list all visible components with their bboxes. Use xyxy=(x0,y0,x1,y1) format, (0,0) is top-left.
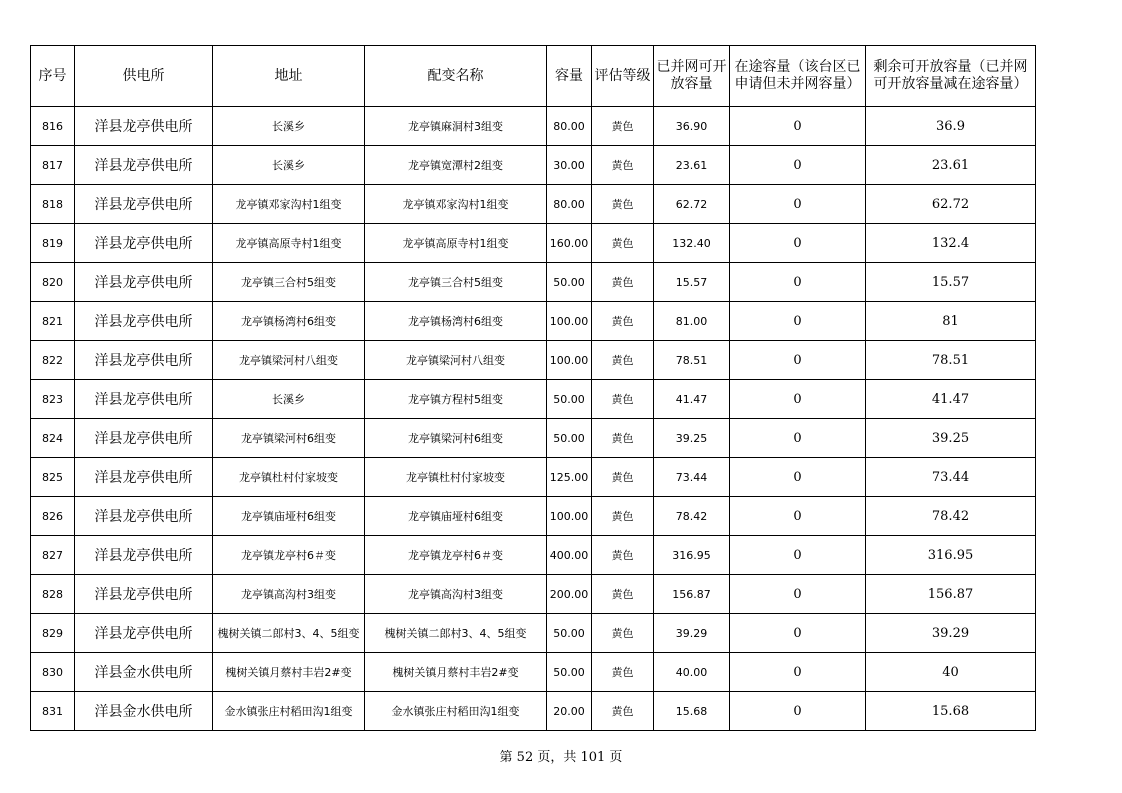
table-row xyxy=(31,380,1036,419)
header-capacity: 容量 xyxy=(547,46,592,107)
cell-station: 洋县龙亭供电所 xyxy=(75,185,213,224)
cell-pending-capacity: 0 xyxy=(730,224,866,263)
table-row xyxy=(31,614,1036,653)
cell-capacity: 50.00 xyxy=(547,263,592,302)
cell-capacity: 125.00 xyxy=(547,458,592,497)
cell-address: 龙亭镇龙亭村6＃变 xyxy=(213,536,365,575)
cell-grade: 黄色 xyxy=(592,263,654,302)
page-footer: 第 52 页，共 101 页 xyxy=(499,750,623,765)
cell-station: 洋县龙亭供电所 xyxy=(75,341,213,380)
cell-transformer: 龙亭镇麻洞村3组变 xyxy=(365,107,547,146)
table-row xyxy=(31,185,1036,224)
cell-open-capacity: 316.95 xyxy=(654,536,730,575)
cell-transformer: 龙亭镇方程村5组变 xyxy=(365,380,547,419)
cell-grade: 黄色 xyxy=(592,692,654,731)
cell-grade: 黄色 xyxy=(592,575,654,614)
table-row xyxy=(31,107,1036,146)
cell-pending-capacity: 0 xyxy=(730,263,866,302)
cell-capacity: 200.00 xyxy=(547,575,592,614)
cell-capacity: 50.00 xyxy=(547,653,592,692)
cell-grade: 黄色 xyxy=(592,497,654,536)
cell-pending-capacity: 0 xyxy=(730,302,866,341)
cell-open-capacity: 73.44 xyxy=(654,458,730,497)
cell-remaining-capacity: 132.4 xyxy=(866,224,1036,263)
cell-remaining-capacity: 41.47 xyxy=(866,380,1036,419)
cell-remaining-capacity: 73.44 xyxy=(866,458,1036,497)
cell-transformer: 龙亭镇梁河村八组变 xyxy=(365,341,547,380)
table-row xyxy=(31,458,1036,497)
cell-remaining-capacity: 40 xyxy=(866,653,1036,692)
cell-seq: 826 xyxy=(31,497,75,536)
cell-open-capacity: 15.68 xyxy=(654,692,730,731)
cell-station: 洋县金水供电所 xyxy=(75,692,213,731)
cell-address: 槐树关镇月蔡村丰岩2#变 xyxy=(213,653,365,692)
cell-grade: 黄色 xyxy=(592,224,654,263)
cell-seq: 823 xyxy=(31,380,75,419)
cell-pending-capacity: 0 xyxy=(730,146,866,185)
cell-address: 龙亭镇庙垭村6组变 xyxy=(213,497,365,536)
cell-station: 洋县龙亭供电所 xyxy=(75,497,213,536)
cell-address: 龙亭镇高沟村3组变 xyxy=(213,575,365,614)
header-grade: 评估等级 xyxy=(592,46,654,107)
cell-open-capacity: 132.40 xyxy=(654,224,730,263)
cell-seq: 831 xyxy=(31,692,75,731)
table-row xyxy=(31,575,1036,614)
cell-open-capacity: 39.29 xyxy=(654,614,730,653)
cell-seq: 821 xyxy=(31,302,75,341)
table-row xyxy=(31,146,1036,185)
cell-transformer: 槐树关镇二郎村3、4、5组变 xyxy=(365,614,547,653)
cell-seq: 827 xyxy=(31,536,75,575)
cell-station: 洋县龙亭供电所 xyxy=(75,614,213,653)
header-station: 供电所 xyxy=(75,46,213,107)
cell-capacity: 50.00 xyxy=(547,614,592,653)
table-row xyxy=(31,536,1036,575)
cell-seq: 830 xyxy=(31,653,75,692)
cell-transformer: 龙亭镇龙亭村6＃变 xyxy=(365,536,547,575)
cell-grade: 黄色 xyxy=(592,107,654,146)
cell-capacity: 30.00 xyxy=(547,146,592,185)
table-row xyxy=(31,653,1036,692)
header-row xyxy=(31,46,1036,107)
cell-grade: 黄色 xyxy=(592,614,654,653)
cell-capacity: 50.00 xyxy=(547,380,592,419)
cell-address: 龙亭镇梁河村八组变 xyxy=(213,341,365,380)
cell-transformer: 槐树关镇月蔡村丰岩2#变 xyxy=(365,653,547,692)
cell-seq: 820 xyxy=(31,263,75,302)
cell-capacity: 50.00 xyxy=(547,419,592,458)
cell-seq: 825 xyxy=(31,458,75,497)
cell-capacity: 20.00 xyxy=(547,692,592,731)
cell-open-capacity: 78.42 xyxy=(654,497,730,536)
cell-grade: 黄色 xyxy=(592,653,654,692)
cell-grade: 黄色 xyxy=(592,341,654,380)
cell-remaining-capacity: 15.57 xyxy=(866,263,1036,302)
cell-open-capacity: 23.61 xyxy=(654,146,730,185)
cell-address: 金水镇张庄村稻田沟1组变 xyxy=(213,692,365,731)
cell-open-capacity: 40.00 xyxy=(654,653,730,692)
cell-pending-capacity: 0 xyxy=(730,419,866,458)
cell-capacity: 80.00 xyxy=(547,185,592,224)
cell-capacity: 100.00 xyxy=(547,497,592,536)
cell-open-capacity: 39.25 xyxy=(654,419,730,458)
cell-pending-capacity: 0 xyxy=(730,185,866,224)
cell-pending-capacity: 0 xyxy=(730,653,866,692)
cell-transformer: 龙亭镇宽潭村2组变 xyxy=(365,146,547,185)
cell-grade: 黄色 xyxy=(592,458,654,497)
cell-capacity: 400.00 xyxy=(547,536,592,575)
table-row xyxy=(31,419,1036,458)
cell-remaining-capacity: 62.72 xyxy=(866,185,1036,224)
cell-station: 洋县龙亭供电所 xyxy=(75,224,213,263)
cell-station: 洋县龙亭供电所 xyxy=(75,458,213,497)
cell-grade: 黄色 xyxy=(592,302,654,341)
cell-pending-capacity: 0 xyxy=(730,107,866,146)
cell-station: 洋县龙亭供电所 xyxy=(75,146,213,185)
cell-transformer: 龙亭镇杜村付家坡变 xyxy=(365,458,547,497)
cell-grade: 黄色 xyxy=(592,419,654,458)
cell-station: 洋县龙亭供电所 xyxy=(75,380,213,419)
cell-capacity: 100.00 xyxy=(547,341,592,380)
cell-seq: 828 xyxy=(31,575,75,614)
cell-open-capacity: 156.87 xyxy=(654,575,730,614)
cell-address: 龙亭镇三合村5组变 xyxy=(213,263,365,302)
cell-station: 洋县龙亭供电所 xyxy=(75,302,213,341)
cell-remaining-capacity: 81 xyxy=(866,302,1036,341)
table-row xyxy=(31,224,1036,263)
table-row xyxy=(31,692,1036,731)
cell-grade: 黄色 xyxy=(592,185,654,224)
cell-pending-capacity: 0 xyxy=(730,380,866,419)
cell-grade: 黄色 xyxy=(592,146,654,185)
cell-transformer: 龙亭镇梁河村6组变 xyxy=(365,419,547,458)
cell-seq: 819 xyxy=(31,224,75,263)
cell-remaining-capacity: 39.25 xyxy=(866,419,1036,458)
cell-capacity: 80.00 xyxy=(547,107,592,146)
cell-remaining-capacity: 23.61 xyxy=(866,146,1036,185)
cell-pending-capacity: 0 xyxy=(730,692,866,731)
cell-remaining-capacity: 156.87 xyxy=(866,575,1036,614)
cell-open-capacity: 36.90 xyxy=(654,107,730,146)
cell-open-capacity: 78.51 xyxy=(654,341,730,380)
cell-address: 槐树关镇二郎村3、4、5组变 xyxy=(213,614,365,653)
cell-grade: 黄色 xyxy=(592,380,654,419)
cell-seq: 817 xyxy=(31,146,75,185)
cell-address: 长溪乡 xyxy=(213,146,365,185)
cell-pending-capacity: 0 xyxy=(730,458,866,497)
cell-station: 洋县龙亭供电所 xyxy=(75,536,213,575)
cell-remaining-capacity: 78.51 xyxy=(866,341,1036,380)
cell-address: 龙亭镇杨湾村6组变 xyxy=(213,302,365,341)
header-open-capacity: 已并网可开放容量 xyxy=(654,46,730,107)
cell-pending-capacity: 0 xyxy=(730,575,866,614)
cell-pending-capacity: 0 xyxy=(730,341,866,380)
cell-remaining-capacity: 36.9 xyxy=(866,107,1036,146)
cell-seq: 824 xyxy=(31,419,75,458)
cell-transformer: 龙亭镇邓家沟村1组变 xyxy=(365,185,547,224)
cell-pending-capacity: 0 xyxy=(730,497,866,536)
cell-open-capacity: 41.47 xyxy=(654,380,730,419)
cell-station: 洋县龙亭供电所 xyxy=(75,107,213,146)
cell-transformer: 龙亭镇高沟村3组变 xyxy=(365,575,547,614)
cell-capacity: 100.00 xyxy=(547,302,592,341)
table-row xyxy=(31,341,1036,380)
header-pending-capacity: 在途容量（该台区已申请但未并网容量） xyxy=(730,46,866,107)
table-row xyxy=(31,302,1036,341)
cell-transformer: 龙亭镇庙垭村6组变 xyxy=(365,497,547,536)
cell-grade: 黄色 xyxy=(592,536,654,575)
header-address: 地址 xyxy=(213,46,365,107)
cell-address: 龙亭镇邓家沟村1组变 xyxy=(213,185,365,224)
cell-transformer: 龙亭镇杨湾村6组变 xyxy=(365,302,547,341)
cell-station: 洋县龙亭供电所 xyxy=(75,263,213,302)
capacity-table xyxy=(30,45,1036,731)
cell-transformer: 金水镇张庄村稻田沟1组变 xyxy=(365,692,547,731)
cell-station: 洋县龙亭供电所 xyxy=(75,419,213,458)
table-row xyxy=(31,497,1036,536)
cell-address: 龙亭镇高原寺村1组变 xyxy=(213,224,365,263)
cell-remaining-capacity: 15.68 xyxy=(866,692,1036,731)
cell-address: 长溪乡 xyxy=(213,380,365,419)
header-transformer: 配变名称 xyxy=(365,46,547,107)
cell-remaining-capacity: 39.29 xyxy=(866,614,1036,653)
cell-transformer: 龙亭镇三合村5组变 xyxy=(365,263,547,302)
cell-open-capacity: 62.72 xyxy=(654,185,730,224)
cell-capacity: 160.00 xyxy=(547,224,592,263)
cell-remaining-capacity: 316.95 xyxy=(866,536,1036,575)
cell-address: 长溪乡 xyxy=(213,107,365,146)
cell-seq: 816 xyxy=(31,107,75,146)
cell-address: 龙亭镇杜村付家坡变 xyxy=(213,458,365,497)
cell-open-capacity: 81.00 xyxy=(654,302,730,341)
table-row xyxy=(31,263,1036,302)
cell-remaining-capacity: 78.42 xyxy=(866,497,1036,536)
cell-address: 龙亭镇梁河村6组变 xyxy=(213,419,365,458)
cell-seq: 829 xyxy=(31,614,75,653)
cell-station: 洋县金水供电所 xyxy=(75,653,213,692)
cell-seq: 822 xyxy=(31,341,75,380)
header-seq: 序号 xyxy=(31,46,75,107)
cell-transformer: 龙亭镇高原寺村1组变 xyxy=(365,224,547,263)
cell-seq: 818 xyxy=(31,185,75,224)
cell-pending-capacity: 0 xyxy=(730,614,866,653)
cell-station: 洋县龙亭供电所 xyxy=(75,575,213,614)
cell-pending-capacity: 0 xyxy=(730,536,866,575)
cell-open-capacity: 15.57 xyxy=(654,263,730,302)
header-remaining-capacity: 剩余可开放容量（已并网可开放容量减在途容量） xyxy=(866,46,1036,107)
